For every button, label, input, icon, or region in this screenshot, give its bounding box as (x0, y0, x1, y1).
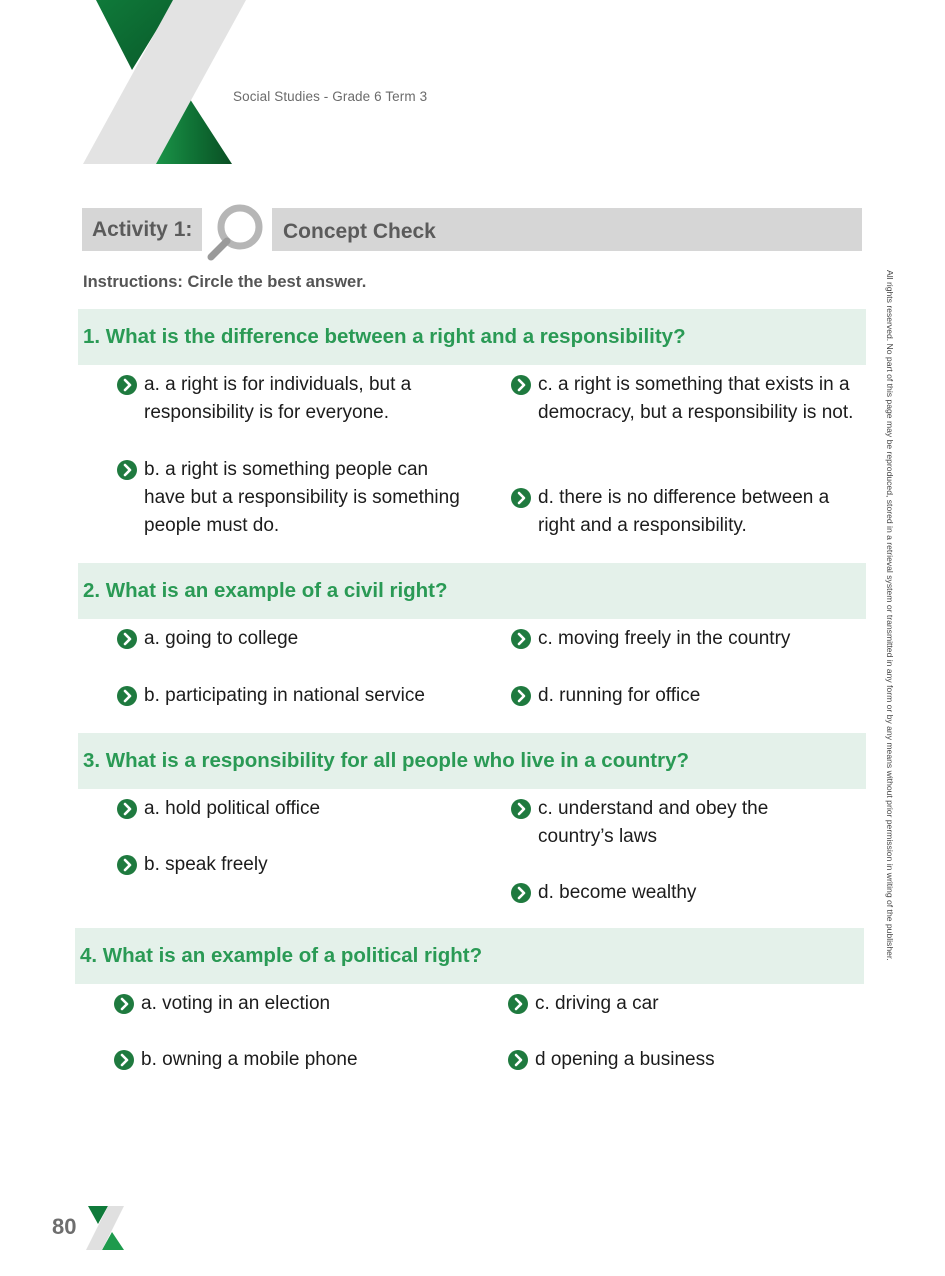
option-text: b. speak freely (144, 854, 268, 875)
chevron-right-circle-icon (511, 375, 531, 395)
activity-label: Activity 1: (82, 208, 202, 251)
instructions: Instructions: Circle the best answer. (83, 273, 367, 291)
chevron-right-circle-icon (511, 629, 531, 649)
option-text: d. become wealthy (538, 882, 697, 903)
question-1-option-a[interactable] (117, 371, 462, 427)
question-4: 4. What is an example of a political right? (75, 928, 864, 984)
question-4-option-c[interactable] (508, 990, 853, 1018)
chevron-right-circle-icon (117, 799, 137, 819)
chevron-right-circle-icon (117, 855, 137, 875)
question-3-option-a[interactable] (117, 795, 462, 823)
option-text: a. going to college (144, 628, 299, 649)
chevron-right-circle-icon (117, 375, 137, 395)
question-2-option-c[interactable] (511, 625, 856, 653)
question-1: 1. What is the difference between a right and a responsibility? (78, 309, 866, 365)
question-4-option-b[interactable] (114, 1046, 484, 1074)
chevron-right-circle-icon (114, 994, 134, 1014)
chevron-right-circle-icon (114, 1050, 134, 1070)
option-text: d opening a business (535, 1049, 715, 1070)
chevron-right-circle-icon (508, 994, 528, 1014)
magnifier-icon (203, 200, 267, 262)
question-2-option-b[interactable] (117, 682, 487, 710)
question-2-option-d[interactable] (511, 682, 856, 710)
option-text: c. understand and obey the country’s laws (538, 798, 769, 847)
page-number: 80 (52, 1214, 77, 1239)
question-4-option-a[interactable] (114, 990, 484, 1018)
question-3-option-c[interactable] (511, 795, 831, 851)
option-text: d. running for office (538, 685, 701, 706)
option-text: a. hold political office (144, 798, 321, 819)
option-text: b. participating in national service (144, 685, 425, 706)
chevron-right-circle-icon (511, 488, 531, 508)
header-title: Social Studies - Grade 6 Term 3 (233, 89, 428, 104)
brand-logo-top (80, 0, 250, 168)
option-text: c. moving freely in the country (538, 628, 791, 649)
chevron-right-circle-icon (511, 799, 531, 819)
chevron-right-circle-icon (117, 629, 137, 649)
question-2: 2. What is an example of a civil right? (78, 563, 866, 619)
question-3-option-d[interactable] (511, 879, 856, 907)
chevron-right-circle-icon (508, 1050, 528, 1070)
activity-title: Concept Check (272, 208, 862, 251)
question-3-option-b[interactable] (117, 851, 462, 879)
question-2-option-a[interactable] (117, 625, 487, 653)
rights-notice: All rights reserved. No part of this page may be reproduced, stored in a retrieval system or transmitted in any form or by any means without prior permission in writing of the publisher. (885, 270, 895, 961)
option-text: a. voting in an election (141, 993, 331, 1014)
option-text: b. owning a mobile phone (141, 1049, 358, 1070)
option-text: c. a right is something that exists in a democracy, but a responsibility is not. (538, 374, 854, 423)
question-1-option-c[interactable] (511, 371, 856, 427)
question-3: 3. What is a responsibility for all people who live in a country? (78, 733, 866, 789)
question-1-option-d[interactable] (511, 484, 856, 540)
option-text: a. a right is for individuals, but a responsibility is for everyone. (144, 374, 412, 423)
question-4-option-d[interactable] (508, 1046, 853, 1074)
option-text: d. there is no difference between a right and a responsibility. (538, 487, 830, 536)
option-text: b. a right is something people can have but a responsibility is something people must do. (144, 459, 460, 536)
brand-logo-bottom (84, 1206, 126, 1251)
option-text: c. driving a car (535, 993, 659, 1014)
question-1-option-b[interactable] (117, 456, 462, 540)
chevron-right-circle-icon (511, 686, 531, 706)
chevron-right-circle-icon (511, 883, 531, 903)
chevron-right-circle-icon (117, 686, 137, 706)
chevron-right-circle-icon (117, 460, 137, 480)
